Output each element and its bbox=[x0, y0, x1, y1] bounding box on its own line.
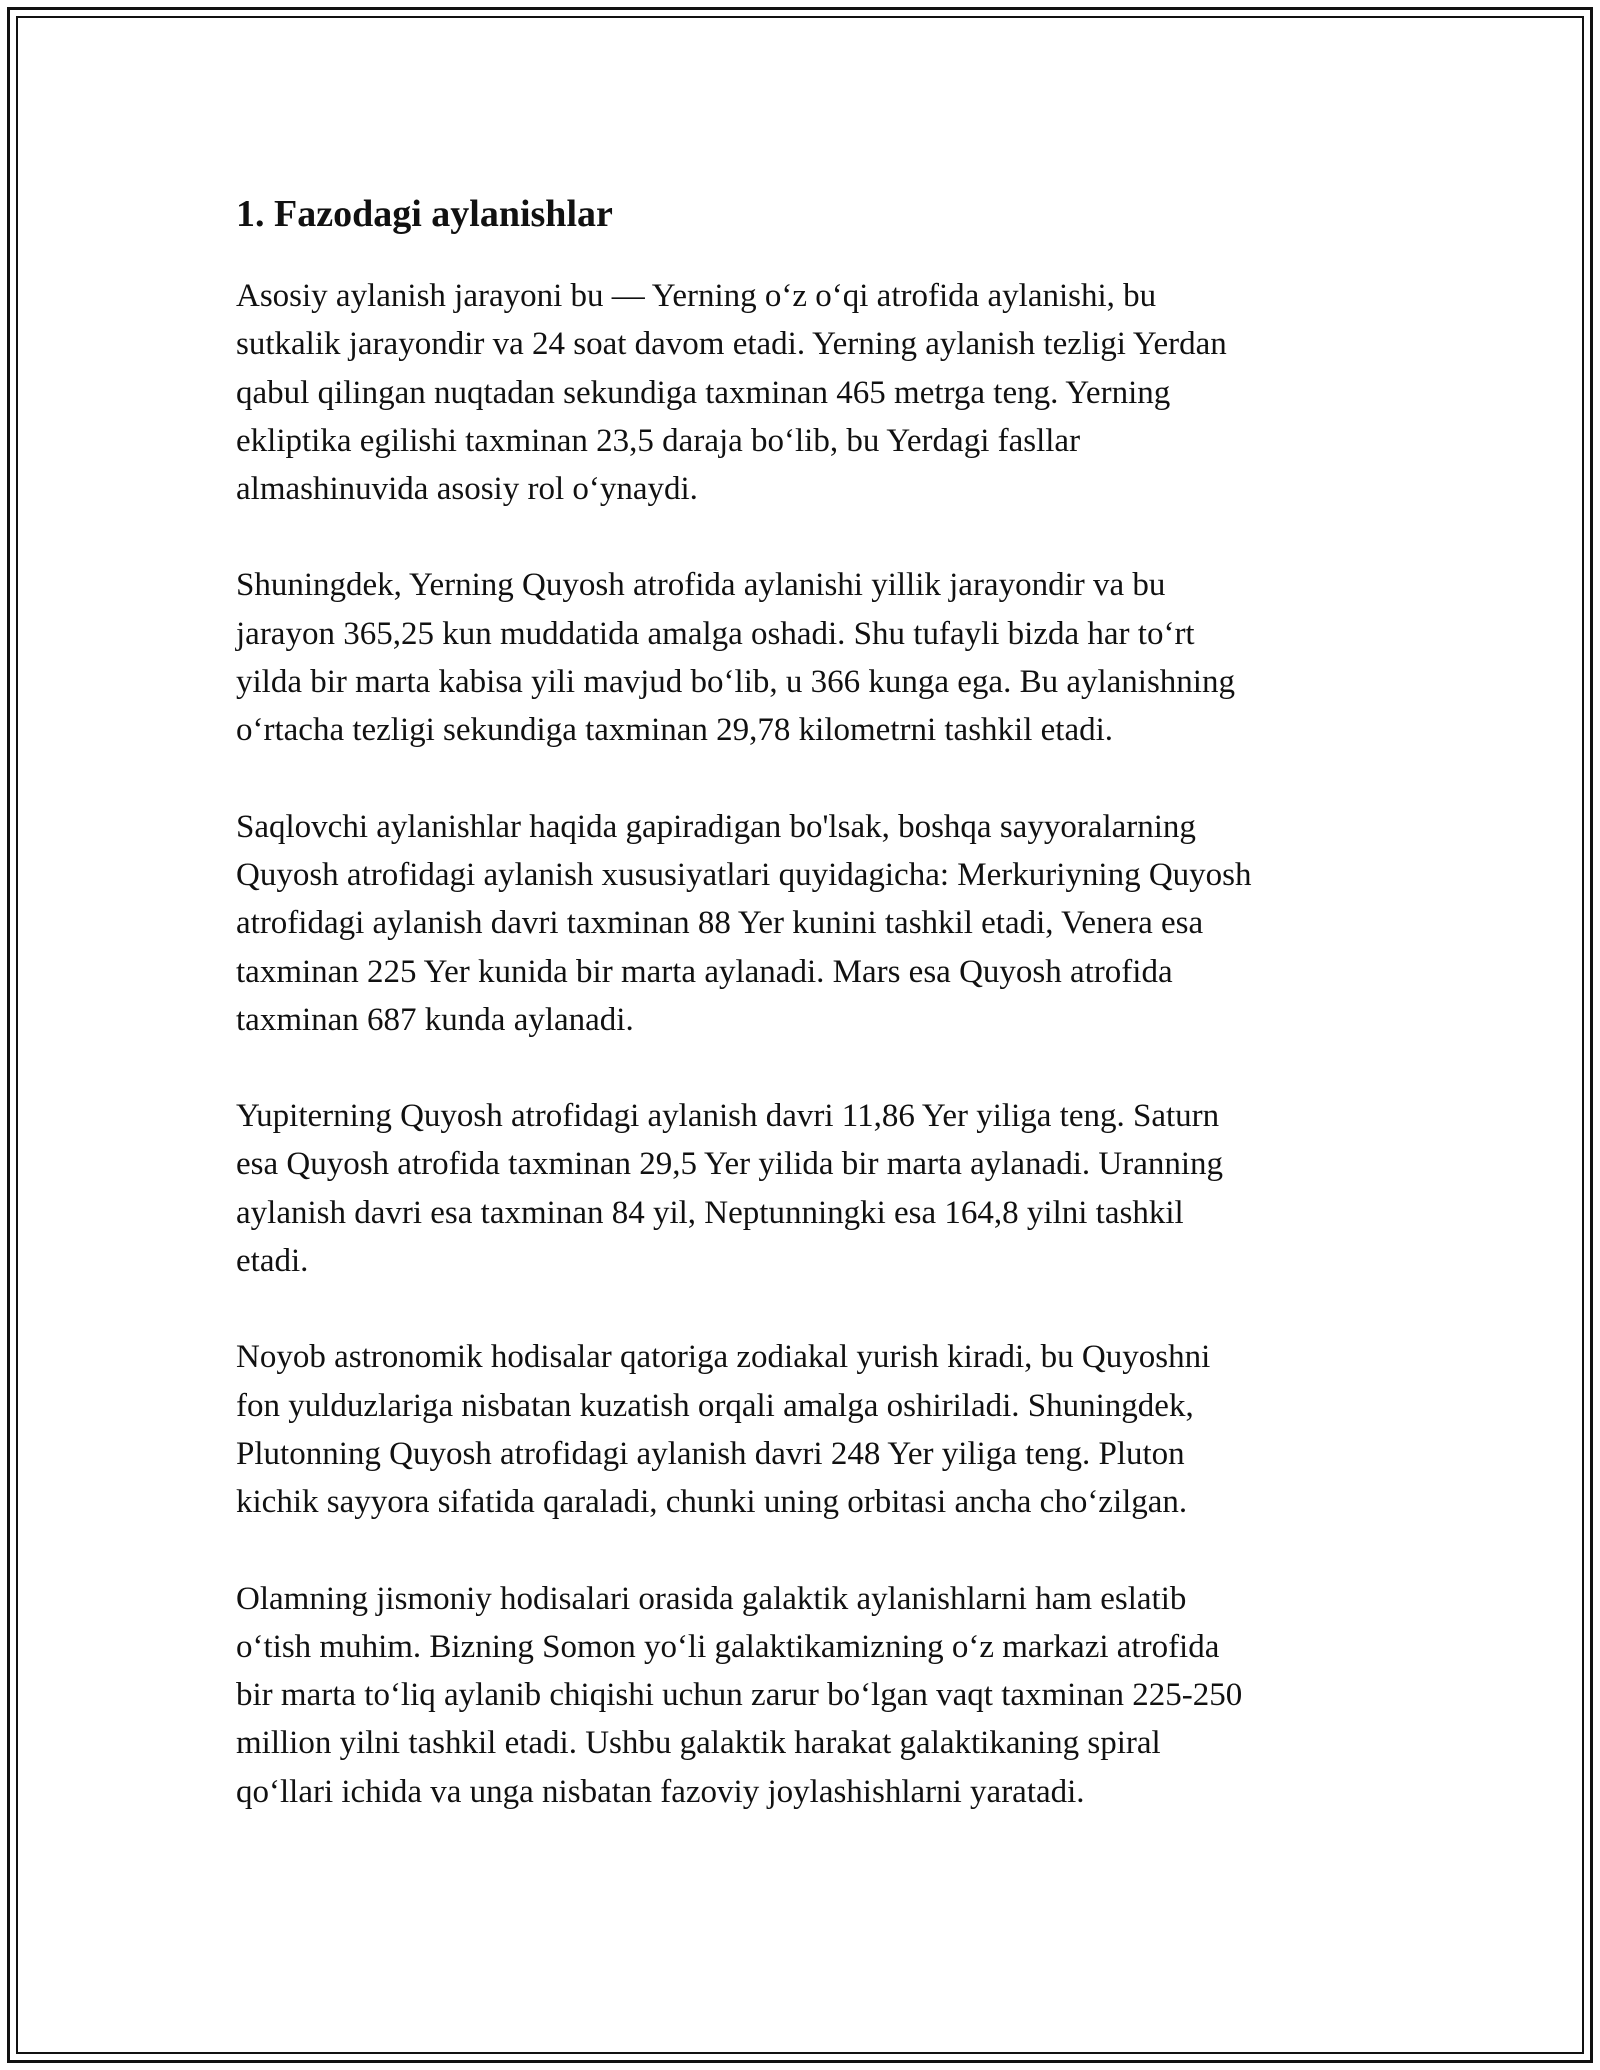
paragraph-inner-planets: Saqlovchi aylanishlar haqida gapiradigan bo'lsak, boshqa sayyoralarning Quyosh atrofidagi aylanish xususiyatlari quyidagicha: Merkuriyning Quyosh atrofidagi aylanish davri taxminan 88 Yer kunini tashkil etadi, Venera esa taxminan 225 Yer kunida bir marta aylanadi. Mars esa Quyosh atrofida taxminan 687 kunda aylanadi. bbox=[236, 808, 1252, 1038]
paragraph-outer-planets: Yupiterning Quyosh atrofidagi aylanish davri 11,86 Yer yiliga teng. Saturn esa Quyosh atrofida taxminan 29,5 Yer yilida bir marta aylanadi. Uranning aylanish davri esa taxminan 84 yil, Neptunningki esa 164,8 yilni tashkil etadi. bbox=[236, 1098, 1224, 1280]
paragraph-pluton: Noyob astronomik hodisalar qatoriga zodiakal yurish kiradi, bu Quyoshni fon yulduzlariga nisbatan kuzatish orqali amalga oshiriladi. Shuningdek, Plutonning Quyosh atrofidagi aylanish davri 248 Yer yiliga teng. Pluton kichik sayyora sifatida qaraladi, chunki uning orbitasi ancha choʻzilgan. bbox=[236, 1339, 1211, 1521]
paragraph-earth-orbit: Shuningdek, Yerning Quyosh atrofida aylanishi yillik jarayondir va bu jarayon 365,25 kun muddatida amalga oshadi. Shu tufayli bizda har toʻrt yilda bir marta kabisa yili mavjud boʻlib, u 366 kunga ega. Bu aylanishning oʻrtacha tezligi sekundiga taxminan 29,78 kilometrni tashkil etadi. bbox=[236, 567, 1235, 749]
document-body bbox=[236, 186, 1376, 1864]
section-heading: 1. Fazodagi aylanishlar bbox=[236, 193, 613, 235]
paragraph-galactic-rotation: Olamning jismoniy hodisalari orasida galaktik aylanishlarni ham eslatib oʻtish muhim. Bizning Somon yoʻli galaktikamizning oʻz markazi atrofida bir marta toʻliq aylanib chiqishi uchun zarur boʻlgan vaqt taxminan 225-250 million yilni tashkil etadi. Ushbu galaktik harakat galaktikaning spiral qoʻllari ichida va unga nisbatan fazoviy joylashishlarni yaratadi. bbox=[236, 1580, 1243, 1810]
paragraph-earth-rotation: Asosiy aylanish jarayoni bu — Yerning oʻz oʻqi atrofida aylanishi, bu sutkalik jarayondir va 24 soat davom etadi. Yerning aylanish tezligi Yerdan qabul qilingan nuqtadan sekundiga taxminan 465 metrga teng. Yerning ekliptika egilishi taxminan 23,5 daraja boʻlib, bu Yerdagi fasllar almashinuvida asosiy rol oʻynaydi. bbox=[236, 278, 1227, 508]
